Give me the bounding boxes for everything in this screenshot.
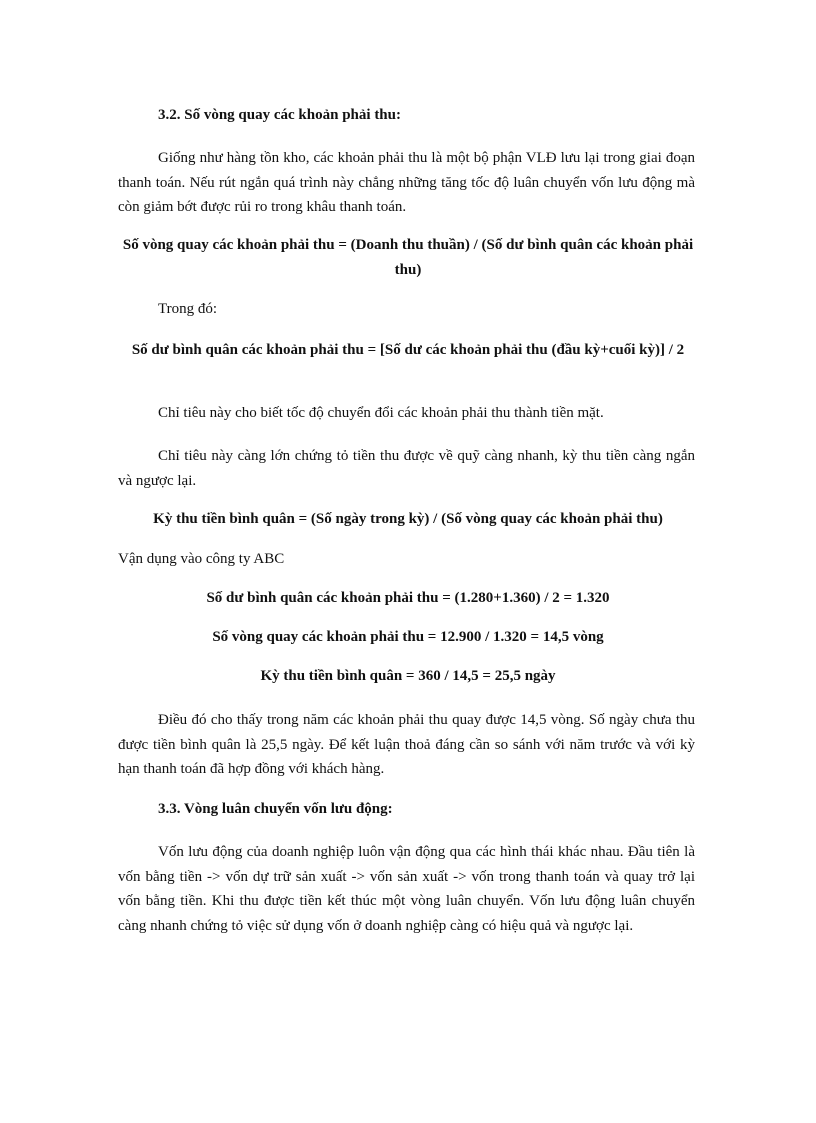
apply-label: Vận dụng vào công ty ABC [118,551,285,567]
formula-receivables-turnover: Số vòng quay các khoản phải thu = (Doanh thu thuần) / (Số dư bình quân các khoản phải thu) [122,237,694,278]
section-3-2-paragraph-4: Điều đó cho thấy trong năm các khoản phải thu quay được 14,5 vòng. Số ngày chưa thu được tiền bình quân là 25,5 ngày. Để kết luận thoả đáng cần so sánh với năm trước và với kỳ hạn thanh toán đã hợp đồng với khách hàng. [118,712,695,777]
section-3-2-paragraph-1: Giống như hàng tồn kho, các khoản phải thu là một bộ phận VLĐ lưu lại trong giai đoạn thanh toán. Nếu rút ngắn quá trình này chẳng những tăng tốc độ luân chuyển vốn lưu động mà còn giảm bớt được rủi ro trong khâu thanh toán. [118,150,695,215]
section-3-2-paragraph-3: Chỉ tiêu này càng lớn chứng tỏ tiền thu được về quỹ càng nhanh, kỳ thu tiền càng ngắn và ngược lại. [118,448,695,489]
section-3-3-heading: 3.3. Vòng luân chuyển vốn lưu động: [158,801,393,817]
calc-collection-period: Kỳ thu tiền bình quân = 360 / 14,5 = 25,5 ngày [260,668,556,684]
section-3-2-paragraph-2: Chỉ tiêu này cho biết tốc độ chuyển đổi các khoản phải thu thành tiền mặt. [158,405,604,421]
section-3-2-heading: 3.2. Số vòng quay các khoản phải thu: [158,107,401,123]
calc-turnover: Số vòng quay các khoản phải thu = 12.900 / 1.320 = 14,5 vòng [212,629,604,645]
section-3-3-paragraph-1: Vốn lưu động của doanh nghiệp luôn vận động qua các hình thái khác nhau. Đầu tiên là vốn bằng tiền -> vốn dự trữ sản xuất -> vốn sản xuất -> vốn trong thanh toán và quay trở lại vốn bằng tiền. Khi thu được tiền kết thúc một vòng luân chuyển. Vốn lưu động luân chuyển càng nhanh chứng tỏ việc sử dụng vốn ở doanh nghiệp càng có hiệu quả và ngược lại. [118,844,695,934]
formula-collection-period: Kỳ thu tiền bình quân = (Số ngày trong kỳ) / (Số vòng quay các khoản phải thu) [153,511,663,527]
formula-average-receivables: Số dư bình quân các khoản phải thu = [Số dư các khoản phải thu (đầu kỳ+cuối kỳ)] / 2 [131,342,685,358]
where-label: Trong đó: [158,301,218,317]
calc-average-receivables: Số dư bình quân các khoản phải thu = (1.280+1.360) / 2 = 1.320 [206,590,610,606]
